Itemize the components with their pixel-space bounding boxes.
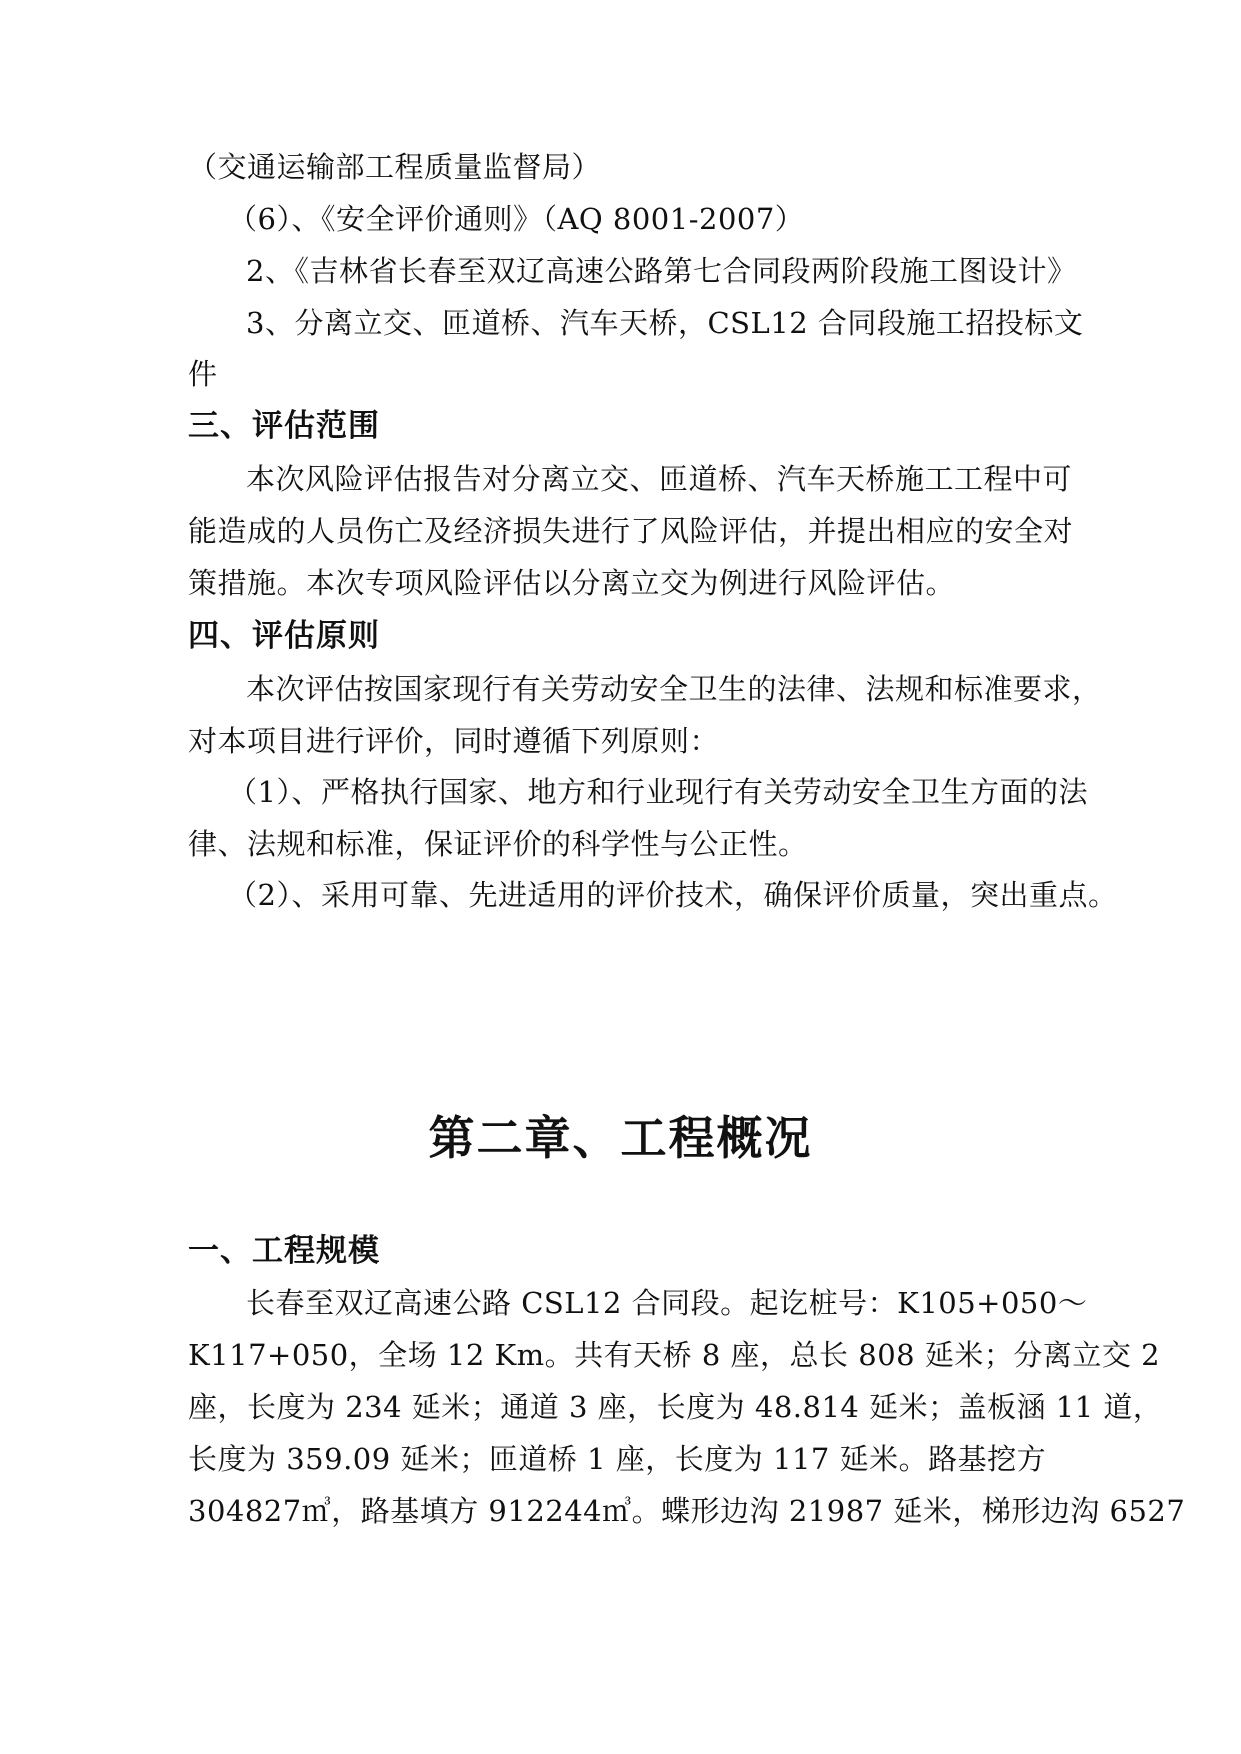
reference-line: （6）、《安全评价通则》（AQ 8001-2007） [228,202,805,236]
paragraph-line: 本次评估按国家现行有关劳动安全卫生的法律、法规和标准要求， [246,672,1102,706]
paragraph-line: 律、法规和标准，保证评价的科学性与公正性。 [188,827,808,861]
reference-line: 件 [188,357,218,391]
section-heading-principles: 四、评估原则 [188,618,380,654]
paragraph-line: （2）、采用可靠、先进适用的评价技术，确保评价质量，突出重点。 [228,878,1118,912]
paragraph-line: 对本项目进行评价，同时遵循下列原则： [188,724,720,758]
paragraph-line: （1）、严格执行国家、地方和行业现行有关劳动安全卫生方面的法 [228,775,1088,809]
paragraph-line: 座，长度为 234 延米；通道 3 座，长度为 48.814 延米；盖板涵 11 道， [188,1390,1163,1424]
paragraph-line: 本次风险评估报告对分离立交、匝道桥、汽车天桥施工工程中可 [246,462,1073,496]
section-heading-scope: 三、评估范围 [188,408,380,444]
paragraph-line: 304827㎥，路基填方 912244㎥。蝶形边沟 21987 延米，梯形边沟 6527 [188,1494,1186,1528]
reference-line: （交通运输部工程质量监督局） [188,150,602,184]
reference-line: 2、《吉林省长春至双辽高速公路第七合同段两阶段施工图设计》 [246,254,1077,288]
paragraph-line: 能造成的人员伤亡及经济损失进行了风险评估，并提出相应的安全对 [188,514,1074,548]
section-heading-scale: 一、工程规模 [188,1233,380,1269]
paragraph-line: 长度为 359.09 延米；匝道桥 1 座，长度为 117 延米。路基挖方 [188,1442,1047,1476]
reference-line: 3、分离立交、匝道桥、汽车天桥，CSL12 合同段施工招投标文 [246,306,1084,340]
paragraph-line: K117+050，全场 12 Km。共有天桥 8 座，总长 808 延米；分离立交 2 [188,1338,1161,1372]
paragraph-line: 长春至双辽高速公路 CSL12 合同段。起讫桩号：K105+050～ [246,1286,1088,1320]
paragraph-line: 策措施。本次专项风险评估以分离立交为例进行风险评估。 [188,566,956,600]
chapter-title: 第二章、工程概况 [428,1111,813,1165]
